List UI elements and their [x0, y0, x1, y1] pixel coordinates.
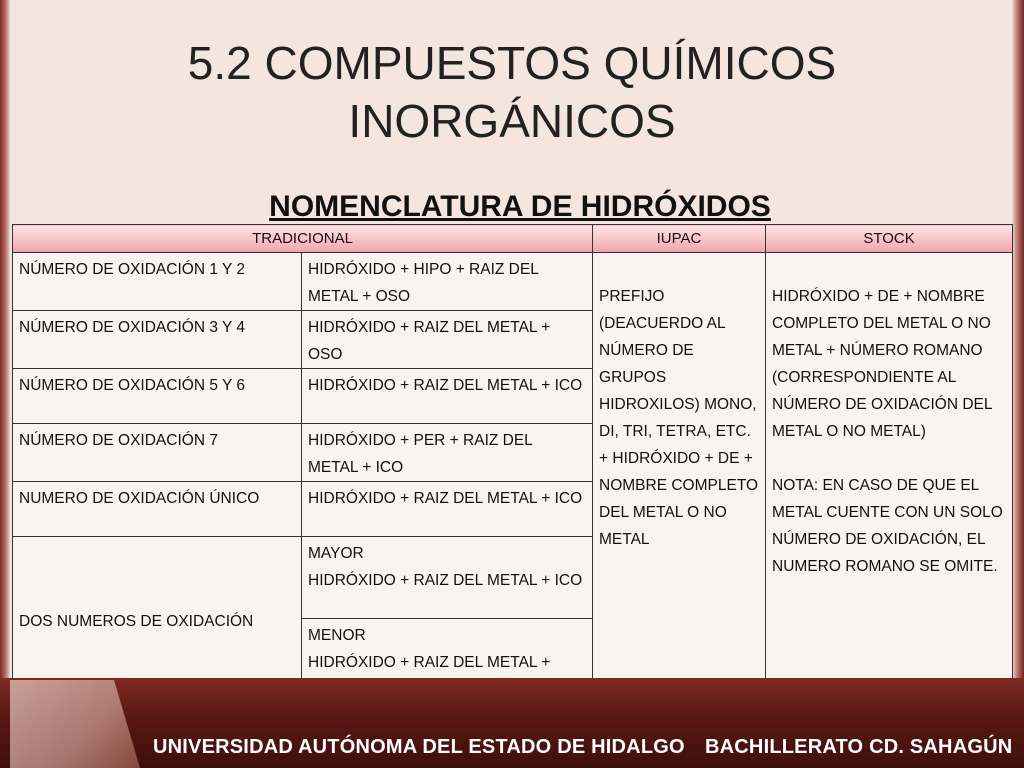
table-header-row: [13, 225, 1013, 253]
nomenclature-table: [12, 224, 1013, 705]
table-row: [13, 253, 1013, 311]
naming-rule: HIDRÓXIDO + RAIZ DEL METAL + ICO: [302, 482, 593, 537]
naming-rule-mayor: [302, 537, 593, 619]
footer-university: UNIVERSIDAD AUTÓNOMA DEL ESTADO DE HIDALGO: [153, 736, 685, 758]
menor-rule: HIDRÓXIDO + RAIZ DEL METAL +: [308, 654, 551, 671]
title-line-2: INORGÁNICOS: [348, 95, 676, 147]
stock-rule-text: HIDRÓXIDO + DE + NOMBRE COMPLETO DEL METAL O NO METAL + NÚMERO ROMANO (CORRESPONDIENTE AL NÚMERO DE OXIDACIÓN DEL METAL O NO METAL): [772, 288, 992, 440]
oxidation-label: NÚMERO DE OXIDACIÓN 3 Y 4: [13, 311, 302, 369]
naming-rule: HIDRÓXIDO + RAIZ DEL METAL + ICO: [302, 369, 593, 424]
section-subtitle: NOMENCLATURA DE HIDRÓXIDOS: [269, 190, 771, 223]
iupac-rule-cell: PREFIJO (DEACUERDO AL NÚMERO DE GRUPOS HIDROXILOS) MONO, DI, TRI, TETRA, ETC. + HIDRÓXIDO + DE + NOMBRE COMPLETO DEL METAL O NO METAL: [593, 253, 766, 705]
stock-rule-cell: [766, 253, 1013, 705]
footer-school: BACHILLERATO CD. SAHAGÚN: [705, 736, 1013, 758]
header-stock: STOCK: [766, 225, 1013, 253]
page-title: [0, 34, 1024, 150]
header-tradicional: TRADICIONAL: [13, 225, 593, 253]
oxidation-label: NÚMERO DE OXIDACIÓN 1 Y 2: [13, 253, 302, 311]
oxidation-label-dos: DOS NUMEROS DE OXIDACIÓN: [13, 537, 302, 704]
naming-rule: HIDRÓXIDO + PER + RAIZ DEL METAL + ICO: [302, 424, 593, 482]
title-line-1: 5.2 COMPUESTOS QUÍMICOS: [187, 37, 837, 89]
menor-title: MENOR: [308, 627, 366, 644]
naming-rule: HIDRÓXIDO + RAIZ DEL METAL + OSO: [302, 311, 593, 369]
stock-note-text: NOTA: EN CASO DE QUE EL METAL CUENTE CON UN SOLO NÚMERO DE OXIDACIÓN, EL NUMERO ROMANO SE OMITE.: [772, 477, 1003, 575]
oxidation-label: NÚMERO DE OXIDACIÓN 7: [13, 424, 302, 482]
mayor-rule: HIDRÓXIDO + RAIZ DEL METAL + ICO: [308, 572, 583, 589]
header-iupac: IUPAC: [593, 225, 766, 253]
mayor-title: MAYOR: [308, 545, 364, 562]
oxidation-label: NUMERO DE OXIDACIÓN ÚNICO: [13, 482, 302, 537]
oxidation-label: NÚMERO DE OXIDACIÓN 5 Y 6: [13, 369, 302, 424]
naming-rule: HIDRÓXIDO + HIPO + RAIZ DEL METAL + OSO: [302, 253, 593, 311]
